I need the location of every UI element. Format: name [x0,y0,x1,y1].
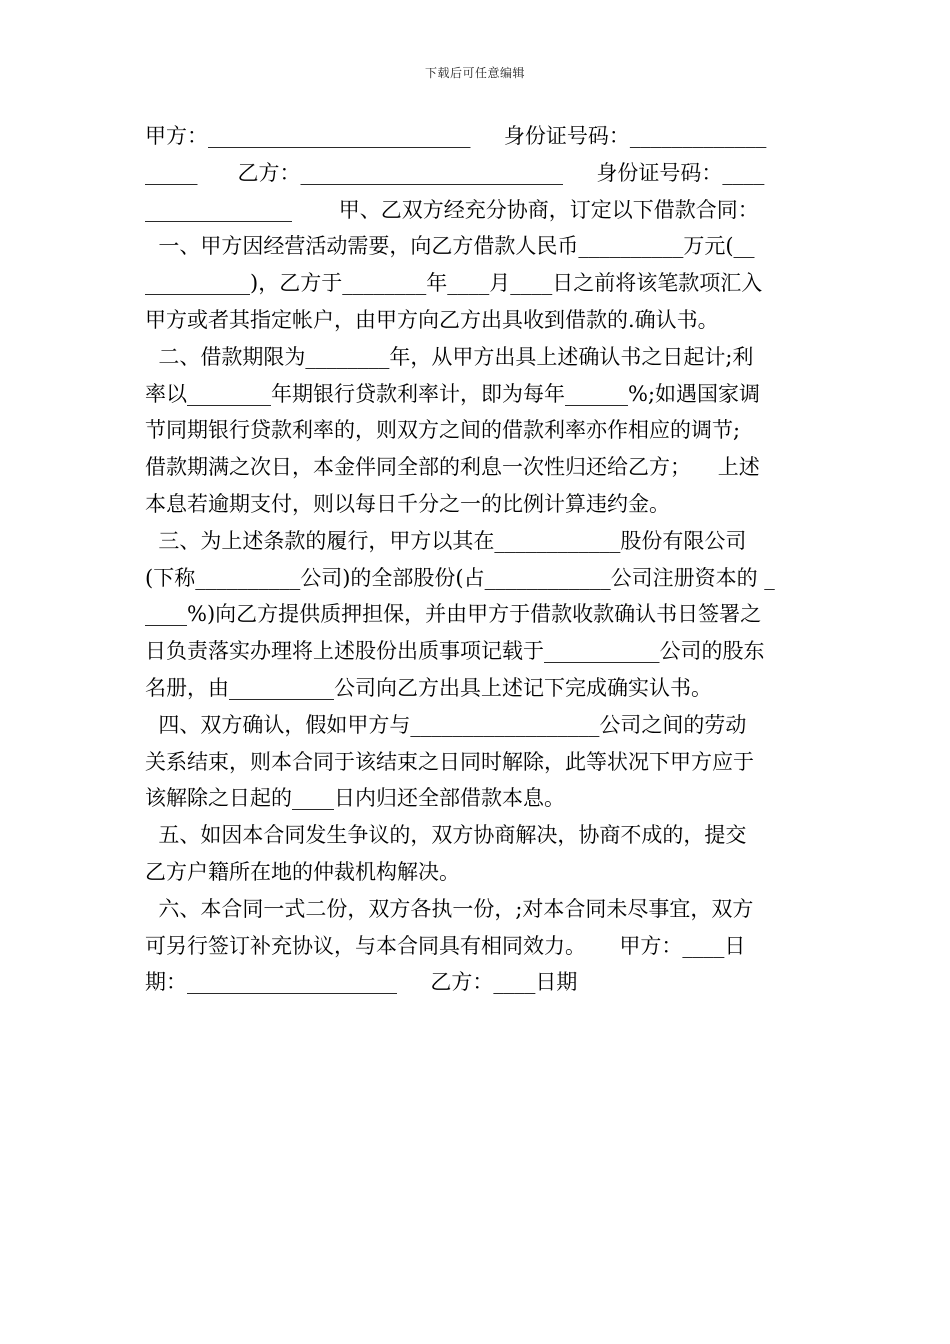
contract-line: 期：____________________ 乙方：____日期 [145,970,578,995]
contract-line: ______________ 甲、乙双方经充分协商，订定以下借款合同： [145,197,759,222]
contract-line: 日负责落实办理将上述股份出质事项记载于___________公司的股东 [145,639,765,664]
contract-line: 一、甲方因经营活动需要，向乙方借款人民币__________万元(__ [145,234,755,259]
page-header-note: 下载后可任意编辑 [424,66,525,80]
contract-line: 借款期满之次日，本金伴同全部的利息一次性归还给乙方； 上述 [145,455,760,480]
contract-line: 五、如因本合同发生争议的，双方协商解决，协商不成的，提交 [145,823,747,848]
contract-line: 关系结束，则本合同于该结束之日同时解除，此等状况下甲方应于 [145,749,754,774]
contract-line: 四、双方确认，假如甲方与__________________公司之间的劳动 [145,712,747,737]
contract-line: __________)，乙方于________年____月____日之前将该笔款项汇入 [145,271,763,296]
contract-line: 该解除之日起的____日内归还全部借款本息。 [145,786,565,811]
contract-line: 本息若逾期支付，则以每日千分之一的比例计算违约金。 [145,491,670,516]
contract-line: (下称__________公司)的全部股份(占____________公司注册资本的 _ [145,565,775,590]
contract-line: 节同期银行贷款利率的，则双方之间的借款利率亦作相应的调节; [145,418,741,443]
contract-line: 甲方：_________________________ 身份证号码：_____________ [145,124,767,148]
contract-line: 二、借款期限为________年，从甲方出具上述确认书之日起计;利 [145,344,754,369]
contract-body [145,118,807,1001]
contract-line: _____ 乙方：_________________________ 身份证号码：____ [145,160,765,185]
contract-line: 六、本合同一式二份，双方各执一份，;对本合同未尽事宜，双方 [145,896,754,921]
contract-line: ____%)向乙方提供质押担保，并由甲方于借款收款确认书日签署之 [145,602,762,627]
contract-line: 可另行签订补充协议，与本合同具有相同效力。 甲方：____日 [145,933,746,958]
contract-line: 三、为上述条款的履行，甲方以其在____________股份有限公司 [145,528,747,553]
contract-line: 甲方或者其指定帐户，由甲方向乙方出具收到借款的.确认书。 [145,307,719,332]
contract-line: 率以________年期银行贷款利率计，即为每年______%;如遇国家调 [145,381,761,406]
contract-line: 名册，由__________公司向乙方出具上述记下完成确实认书。 [145,675,712,700]
contract-line: 乙方户籍所在地的仲裁机构解决。 [145,859,460,884]
